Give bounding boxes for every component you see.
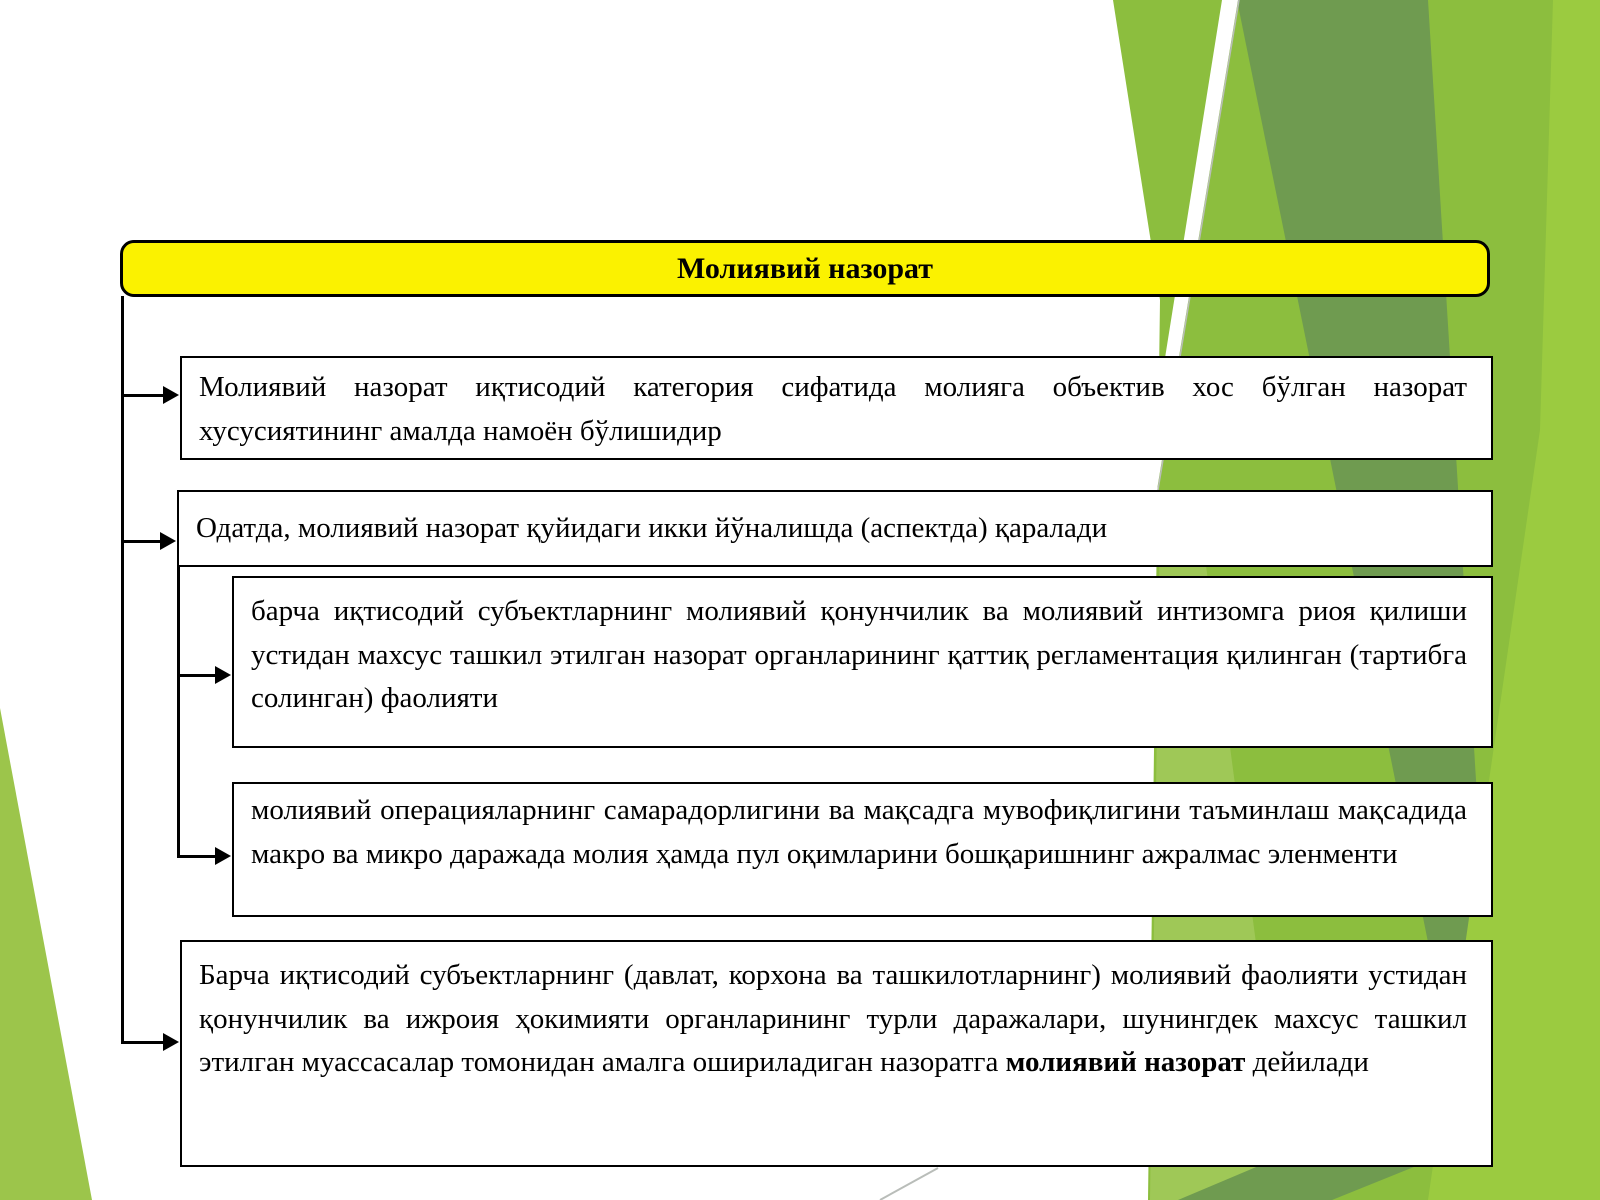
branch-line-conclusion [121, 1041, 165, 1044]
branch-line-aspect1 [177, 674, 217, 677]
conclusion-box [180, 940, 1493, 1167]
slide-title: Молиявий назорат [677, 251, 933, 285]
bottom-hairline [880, 1168, 938, 1200]
conclusion-text-bold: молиявий назорат [1005, 1046, 1246, 1078]
aspect-management-box [232, 782, 1493, 917]
arrow-head-conclusion [163, 1033, 179, 1051]
main-connector-line [121, 296, 124, 1044]
aspect-regulation-text: барча иқтисодий субъектларнинг молиявий қонунчилик ва молиявий интизомга риоя қилиши устидан махсус ташкил этилган назорат органларининг қаттиқ регламентация қилинган (тартибга солинган) фаолияти [251, 595, 1467, 714]
aspects-intro-box [177, 490, 1493, 567]
arrow-head-aspect1 [215, 666, 231, 684]
conclusion-text-before: Барча иқтисодий субъектларнинг (давлат, корхона ва ташкилотларнинг) молиявий фаолияти устидан қонунчилик ва ижроия ҳокимияти органларининг турли даражалари, шунингдек махсус ташкил этилган муассасалар томонидан амалга ошириладиган назоратга [199, 959, 1467, 1078]
arrow-head-intro [160, 532, 176, 550]
branch-line-aspect2 [177, 855, 217, 858]
definition-text: Молиявий назорат иқтисодий категория сифатида молияга объектив хос бўлган назорат хусусиятининг амалда намоён бўлишидир [199, 371, 1467, 447]
conclusion-text-after: дейилади [1245, 1046, 1369, 1078]
aspect-management-text: молиявий операцияларнинг самарадорлигини ва мақсадга мувофиқлигини таъминлаш мақсадида макро ва микро даражада молия ҳамда пул оқимларини бошқаришнинг ажралмас эленменти [251, 794, 1467, 870]
corner-triangle [0, 708, 92, 1200]
definition-box [180, 356, 1493, 460]
arrow-head-definition [163, 386, 179, 404]
title-box [120, 240, 1490, 297]
arrow-head-aspect2 [215, 847, 231, 865]
branch-line-intro [121, 540, 162, 543]
aspect-regulation-box [232, 576, 1493, 748]
branch-line-definition [121, 394, 165, 397]
aspects-intro-text: Одатда, молиявий назорат қуйидаги икки йўналишда (аспектда) қаралади [196, 511, 1108, 544]
sub-connector-line [177, 567, 180, 858]
